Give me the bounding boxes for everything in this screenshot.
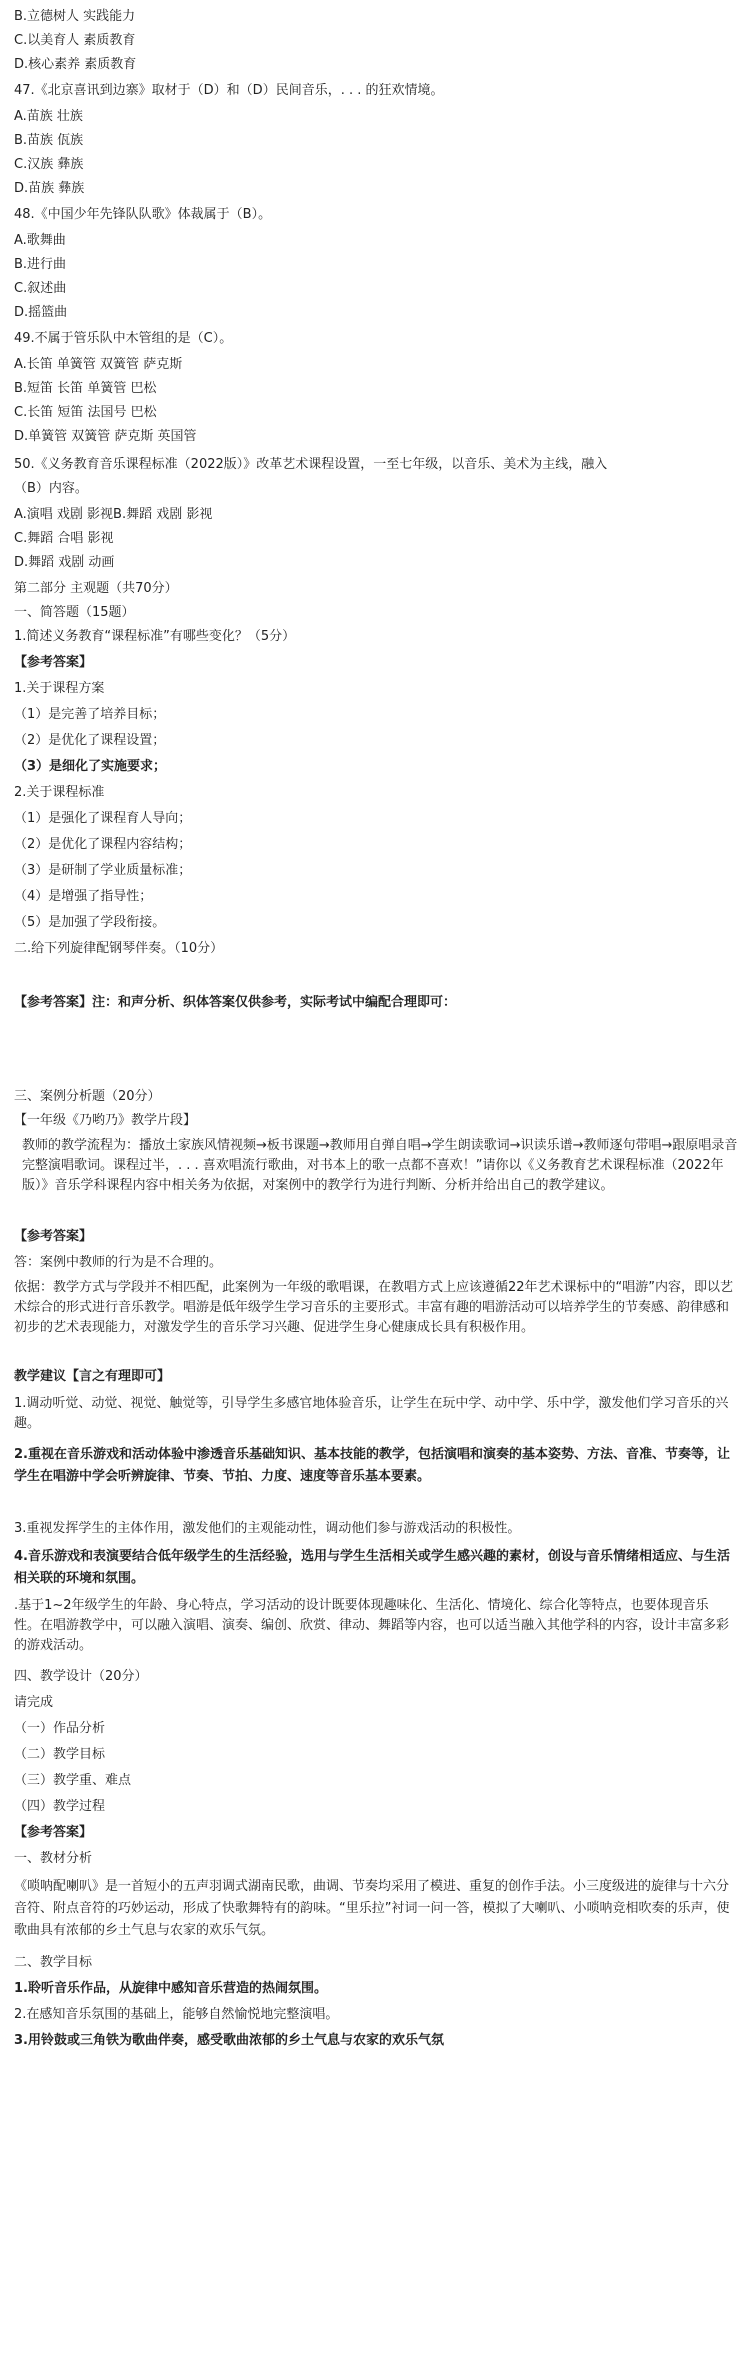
answer-line: 答：案例中教师的行为是不合理的。 [14,1255,223,1270]
answer-label: 【参考答案】 [14,1825,93,1840]
answer-line: （1）是完善了培养目标； [14,707,166,722]
option-line: D.摇篮曲 [14,305,68,320]
case-title: 【一年级《乃哟乃》教学片段】 [14,1113,197,1128]
option-line: A.歌舞曲 [14,233,66,248]
option-line: A.演唱 戏剧 影视B.舞蹈 戏剧 影视 [14,507,213,522]
suggestion-heading: 教学建议【言之有理即可】 [14,1369,171,1384]
option-line: D.苗族 彝族 [14,181,85,196]
subsection-heading: 一、教材分析 [14,1851,93,1866]
question-47: 47.《北京喜讯到边寨》取材于（D）和（D）民间音乐，. . . 的狂欢情境。 [14,83,444,98]
suggestion-1: 1.调动听觉、动觉、视觉、触觉等，引导学生多感官地体验音乐，让学生在玩中学、动中学、乐中学，激发他们学习音乐的兴趣。 [14,1396,729,1431]
answer-line: 2.关于课程标准 [14,785,105,800]
goal-line: 3.用铃鼓或三角铁为歌曲伴奏，感受歌曲浓郁的乡土气息与农家的欢乐气氛 [14,2033,444,2048]
answer-line: （4）是增强了指导性； [14,889,153,904]
question-48: 48.《中国少年先锋队队歌》体裁属于（B）。 [14,207,272,222]
option-line: C.舞蹈 合唱 影视 [14,531,114,546]
request-text: 请完成 [14,1695,54,1710]
option-line: C.长笛 短笛 法国号 巴松 [14,405,157,420]
answer-label: 【参考答案】 [14,655,93,670]
option-line: A.苗族 壮族 [14,109,83,124]
question-50: 50.《义务教育音乐课程标准（2022版）》改革艺术课程设置，一至七年级，以音乐、美术为主线，融入 [14,457,608,472]
option-line: A.长笛 单簧管 双簧管 萨克斯 [14,357,183,372]
section-heading: 二.给下列旋律配钢琴伴奏。（10分） [14,941,224,956]
answer-label: 【参考答案】注：和声分析、织体答案仅供参考，实际考试中编配合理即可： [14,995,457,1010]
section-heading: 三、案例分析题（20分） [14,1089,161,1104]
section-heading: 四、教学设计（20分） [14,1669,148,1684]
question-50-cont: （B）内容。 [14,481,88,496]
goal-line: 2.在感知音乐氛围的基础上，能够自然愉悦地完整演唱。 [14,2007,339,2022]
option-line: B.立德树人 实践能力 [14,9,136,24]
goal-line: 1.聆听音乐作品，从旋律中感知音乐营造的热闹氛围。 [14,1981,327,1996]
option-line: D.单簧管 双簧管 萨克斯 英国管 [14,429,197,444]
option-line: D.舞蹈 戏剧 动画 [14,555,115,570]
answer-line: （5）是加强了学段衔接。 [14,915,166,930]
case-text: 教师的教学流程为：播放土家族风情视频→板书课题→教师用自弹自唱→学生朗读歌词→识读乐谱→教师逐句带唱→跟原唱录音完整演唱歌词。课程过半，. . . 喜欢唱流行歌曲，对书本上的歌一点都不喜欢！”请你以《义务教育艺术课程标准（2022年版）》音乐学科课程内容中相关务为依据，对案例中的教学行为进行判断、分析并给出自己的教学建议。 [22,1138,738,1193]
section-title: 第二部分 主观题（共70分） [14,581,178,596]
option-line: C.叙述曲 [14,281,67,296]
question-text: 1.简述义务教育“课程标准”有哪些变化？（5分） [14,629,296,644]
request-item: （三）教学重、难点 [14,1773,132,1788]
option-line: B.进行曲 [14,257,67,272]
answer-label: 【参考答案】 [14,1229,93,1244]
answer-line: （3）是研制了学业质量标准； [14,863,192,878]
request-item: （一）作品分析 [14,1721,106,1736]
suggestion-4: 4.音乐游戏和表演要结合低年级学生的生活经验，选用与学生生活相关或学生感兴趣的素材，创设与音乐情绪相适应、与生活相关联的环境和氛围。 [14,1549,730,1586]
option-line: B.苗族 佤族 [14,133,84,148]
answer-line: （2）是优化了课程设置； [14,733,166,748]
answer-line: 1.关于课程方案 [14,681,105,696]
question-49: 49.不属于管乐队中木管组的是（C）。 [14,331,233,346]
section-heading: 一、简答题（15题） [14,605,135,620]
suggestion-5: .基于1~2年级学生的年龄、身心特点，学习活动的设计既要体现趣味化、生活化、情境化、综合化等特点，也要体现音乐性。在唱游教学中，可以融入演唱、演奏、编创、欣赏、律动、舞蹈等内容，也可以适当融入其他学科的内容，设计丰富多彩的游戏活动。 [14,1598,730,1653]
option-line: C.以美育人 素质教育 [14,33,136,48]
option-line: C.汉族 彝族 [14,157,84,172]
answer-line: （3）是细化了实施要求； [14,759,167,774]
suggestion-3: 3.重视发挥学生的主体作用，激发他们的主观能动性，调动他们参与游戏活动的积极性。 [14,1521,521,1536]
answer-line: （1）是强化了课程育人导向； [14,811,192,826]
analysis-paragraph: 《唢呐配喇叭》是一首短小的五声羽调式湖南民歌，曲调、节奏均采用了模进、重复的创作手法。小三度级进的旋律与十六分音符、附点音符的巧妙运动，形成了快歌舞特有的韵味。“里乐拉”衬词一问一答，模拟了大喇叭、小唢呐竞相吹奏的乐声，使歌曲具有浓郁的乡土气息与农家的欢乐气氛。 [14,1879,730,1938]
answer-line: （2）是优化了课程内容结构； [14,837,192,852]
option-line: D.核心素养 素质教育 [14,57,137,72]
request-item: （四）教学过程 [14,1799,106,1814]
answer-paragraph: 依据：教学方式与学段并不相匹配，此案例为一年级的歌唱课，在教唱方式上应该遵循22年艺术课标中的“唱游”内容，即以艺术综合的形式进行音乐教学。唱游是低年级学生学习音乐的主要形式。丰富有趣的唱游活动可以培养学生的节奏感、韵律感和初步的艺术表现能力，对激发学生的音乐学习兴趣、促进学生身心健康成长具有积极作用。 [14,1280,734,1335]
suggestion-2: 2.重视在音乐游戏和活动体验中渗透音乐基础知识、基本技能的教学，包括演唱和演奏的基本姿势、方法、音准、节奏等，让学生在唱游中学会听辨旋律、节奏、节拍、力度、速度等音乐基本要素。 [14,1447,730,1484]
request-item: （二）教学目标 [14,1747,106,1762]
option-line: B.短笛 长笛 单簧管 巴松 [14,381,157,396]
subsection-heading: 二、教学目标 [14,1955,93,1970]
